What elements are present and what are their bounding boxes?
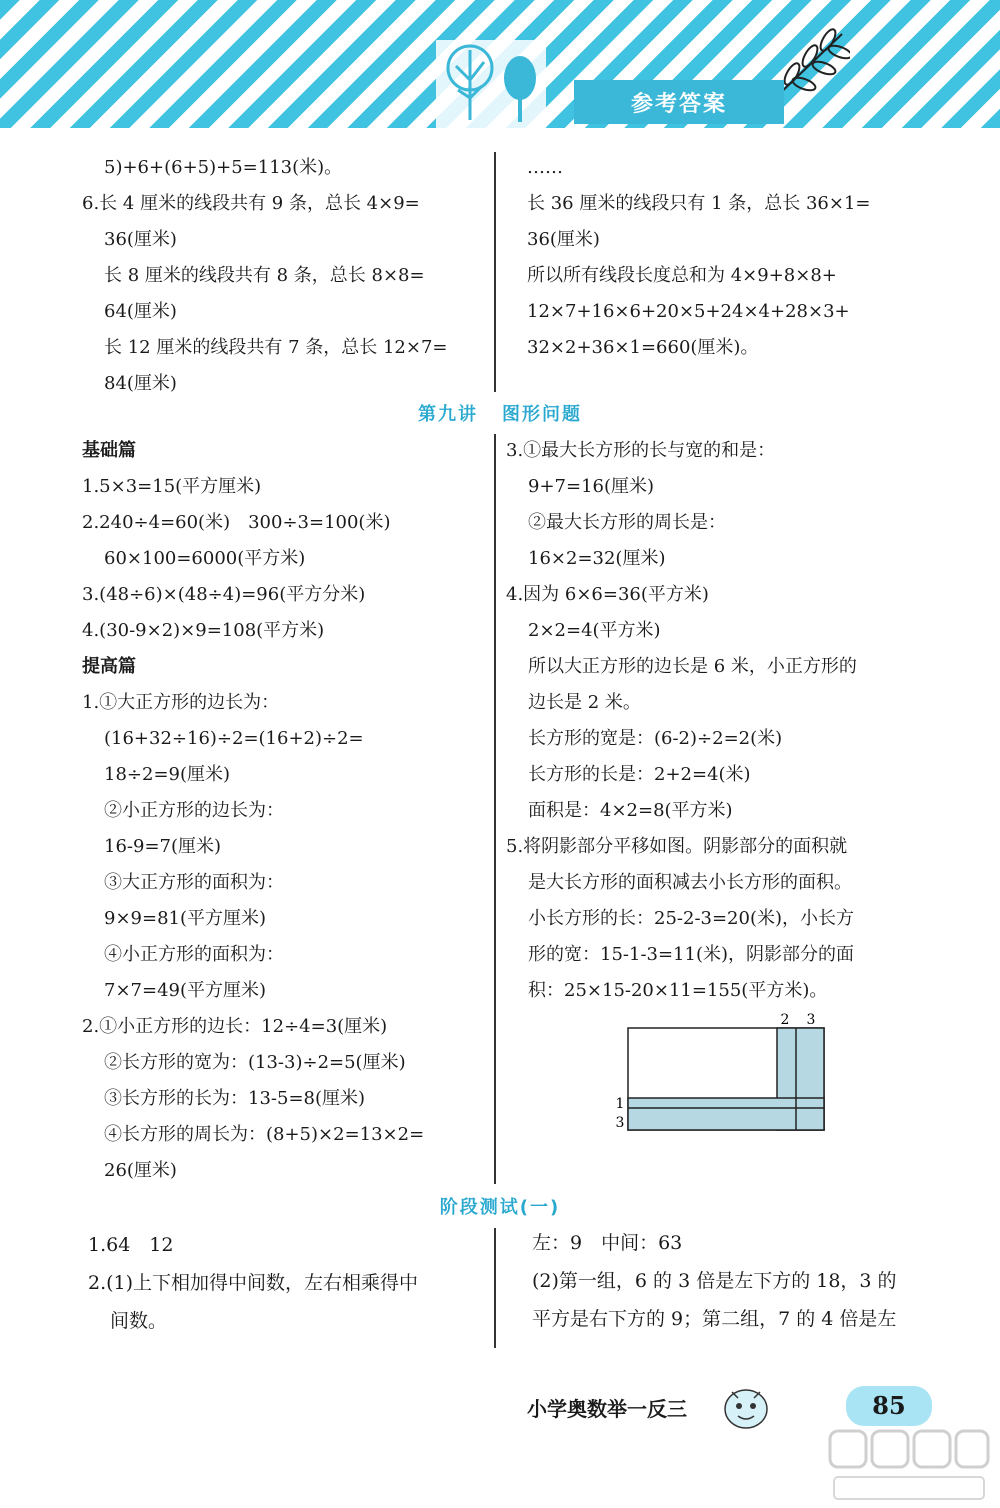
text-line: 36(厘米)	[527, 229, 600, 250]
text-line: 长方形的长是：2+2=4(米)	[528, 764, 751, 785]
text-line: 16-9=7(厘米)	[104, 836, 222, 857]
section-title-lecture9	[0, 400, 1000, 426]
tree-icon	[436, 40, 546, 130]
text-line: 边长是 2 米。	[528, 692, 641, 713]
text-line: 7×7=49(平方厘米)	[104, 980, 267, 1001]
watermark-logo-icon	[820, 1425, 995, 1505]
column-divider-bottom	[494, 1228, 496, 1348]
text-line: 间数。	[110, 1310, 168, 1332]
text-line: 左：9 中间：63	[532, 1232, 683, 1254]
text-line: 5.将阴影部分平移如图。阴影部分的面积就	[506, 836, 848, 857]
text-line: 6.长 4 厘米的线段共有 9 条，总长 4×9=	[82, 193, 420, 214]
figure-label-top-left: 2	[780, 1012, 790, 1028]
text-line: 64(厘米)	[104, 301, 177, 322]
figure-label-left-bottom: 3	[615, 1115, 625, 1131]
text-line: ②最大长方形的周长是：	[528, 512, 726, 533]
top-left-column	[82, 150, 482, 402]
text-line: 16×2=32(厘米)	[528, 548, 666, 569]
text-line: 3.①最大长方形的长与宽的和是：	[506, 440, 776, 461]
book-title: 小学奥数举一反三	[527, 1397, 687, 1421]
figure-label-left-top: 1	[615, 1096, 625, 1112]
lecture9-left-column	[82, 433, 492, 1189]
text-line: 4.(30-9×2)×9=108(平方米)	[82, 620, 325, 641]
text-line: 长方形的宽是：(6-2)÷2=2(米)	[528, 728, 783, 749]
text-line: 5)+6+(6+5)+5=113(米)。	[104, 157, 343, 178]
text-line: 3.(48÷6)×(48÷4)=96(平方分米)	[82, 584, 366, 605]
text-line: ②长方形的宽为：(13-3)÷2=5(厘米)	[104, 1052, 406, 1073]
text-line: 60×100=6000(平方米)	[104, 548, 306, 569]
page-title: 参考答案	[574, 80, 784, 124]
text-line: ④小正方形的面积为：	[104, 944, 284, 965]
figure-horizontal-strip	[628, 1098, 824, 1130]
shaded-rectangle-figure	[612, 1010, 832, 1135]
text-line: 36(厘米)	[104, 229, 177, 250]
text-line: 面积是：4×2=8(平方米)	[528, 800, 733, 821]
subheading-basic: 基础篇	[82, 440, 136, 461]
section-title-stage-test: 阶段测试(一)	[439, 1197, 561, 1218]
text-line: 32×2+36×1=660(厘米)。	[527, 337, 759, 358]
text-line: 26(厘米)	[104, 1160, 177, 1181]
text-line: ③大正方形的面积为：	[104, 872, 284, 893]
section-title-topic: 图形问题	[502, 404, 582, 425]
figure-label-top-right: 3	[806, 1012, 816, 1028]
text-line: 长 12 厘米的线段共有 7 条，总长 12×7=	[104, 337, 448, 358]
text-line: 1.5×3=15(平方厘米)	[82, 476, 262, 497]
text-line: 1.①大正方形的边长为：	[82, 692, 280, 713]
section-title-number: 第九讲	[418, 404, 478, 425]
text-line: ④长方形的周长为：(8+5)×2=13×2=	[104, 1124, 425, 1145]
mascot-icon	[718, 1382, 774, 1432]
column-divider-middle	[494, 434, 496, 1184]
text-line: 所以大正方形的边长是 6 米，小正方形的	[528, 656, 857, 677]
page-number: 85	[846, 1386, 932, 1426]
text-line: (16+32÷16)÷2=(16+2)÷2=	[104, 728, 364, 749]
text-line: 积：25×15-20×11=155(平方米)。	[528, 980, 828, 1001]
text-line: 12×7+16×6+20×5+24×4+28×3+	[527, 301, 850, 322]
header-banner	[0, 0, 1000, 142]
text-line: 长 36 厘米的线段只有 1 条，总长 36×1=	[527, 193, 871, 214]
text-line: 18÷2=9(厘米)	[104, 764, 231, 785]
lecture9-right-column	[506, 433, 926, 1009]
text-line: 9+7=16(厘米)	[528, 476, 655, 497]
text-line: 9×9=81(平方厘米)	[104, 908, 267, 929]
stage-test-right-column	[532, 1224, 932, 1338]
column-divider-top	[494, 152, 496, 392]
text-line: 2.①小正方形的边长：12÷4=3(厘米)	[82, 1016, 388, 1037]
text-line: 1.64 12	[88, 1234, 174, 1256]
stage-test-left-column	[88, 1226, 488, 1340]
text-line: ……	[527, 157, 563, 178]
text-line: ③长方形的长为：13-5=8(厘米)	[104, 1088, 366, 1109]
text-line: 4.因为 6×6=36(平方米)	[506, 584, 709, 605]
text-line: (2)第一组，6 的 3 倍是左下方的 18，3 的	[532, 1270, 897, 1292]
text-line: 平方是右下方的 9；第二组，7 的 4 倍是左	[532, 1308, 897, 1330]
text-line: 2.240÷4=60(米) 300÷3=100(米)	[82, 512, 391, 533]
text-line: 所以所有线段长度总和为 4×9+8×8+	[527, 265, 837, 286]
text-line: 是大长方形的面积减去小长方形的面积。	[528, 872, 852, 893]
banner-bottom-edge	[0, 128, 1000, 142]
text-line: 2.(1)上下相加得中间数，左右相乘得中	[88, 1272, 419, 1294]
text-line: 形的宽：15-1-3=11(米)，阴影部分的面	[528, 944, 855, 965]
text-line: 长 8 厘米的线段共有 8 条，总长 8×8=	[104, 265, 425, 286]
text-line: 小长方形的长：25-2-3=20(米)，小长方	[528, 908, 855, 929]
text-line: 2×2=4(平方米)	[528, 620, 661, 641]
text-line: 84(厘米)	[104, 373, 177, 394]
top-right-column	[527, 150, 927, 366]
subheading-advanced: 提高篇	[82, 656, 136, 677]
text-line: ②小正方形的边长为：	[104, 800, 284, 821]
